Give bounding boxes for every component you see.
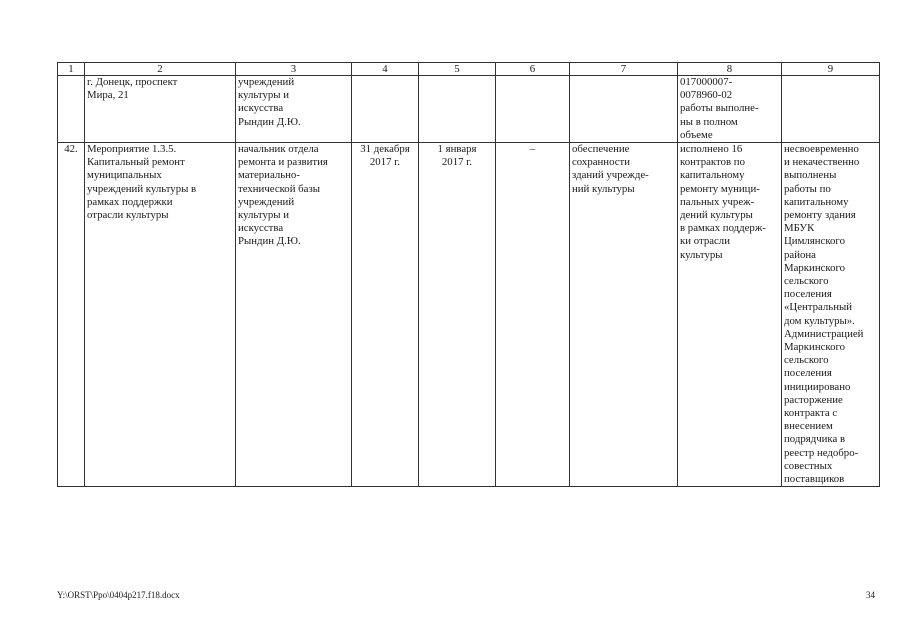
actual-date-cell <box>419 76 496 143</box>
actual-result-cell: исполнено 16 контрактов по капитальному ремонту муници- пальных учреж- дений культуры в рамках поддерж- ки отрасли культуры <box>678 143 782 487</box>
column-6-cell <box>496 76 570 143</box>
event-name-cell: Мероприятие 1.3.5. Капитальный ремонт муниципальных учреждений культуры в рамках поддержки отрасли культуры <box>85 143 236 487</box>
row-number-cell: 42. <box>58 143 85 487</box>
column-6-cell: – <box>496 143 570 487</box>
comment-cell: несвоевременно и некачественно выполнены работы по капитальному ремонту здания МБУК Цимлянского района Маркинского сельского поселения «Центральный дом культуры». Администрацией Маркинского сельского поселения инициировано расторжение контракта с внесением подрядчика в реестр недобро- совестных поставщиков <box>782 143 880 487</box>
expected-result-cell <box>570 76 678 143</box>
actual-date-cell: 1 января 2017 г. <box>419 143 496 487</box>
header-cell: 6 <box>496 63 570 76</box>
event-name-cell: г. Донецк, проспект Мира, 21 <box>85 76 236 143</box>
header-cell: 2 <box>85 63 236 76</box>
header-cell: 5 <box>419 63 496 76</box>
responsible-cell: учреждений культуры и искусства Рындин Д.Ю. <box>236 76 352 143</box>
header-cell: 7 <box>570 63 678 76</box>
document-table <box>57 62 880 487</box>
table-row <box>58 143 880 487</box>
header-cell: 4 <box>352 63 419 76</box>
table-row <box>58 76 880 143</box>
planned-date-cell <box>352 76 419 143</box>
responsible-cell: начальник отдела ремонта и развития материально- технической базы учреждений культуры и искусства Рындин Д.Ю. <box>236 143 352 487</box>
header-cell: 8 <box>678 63 782 76</box>
page-number: 34 <box>866 590 875 600</box>
table-header-row <box>58 63 880 76</box>
expected-result-cell: обеспечение сохранности зданий учрежде- ний культуры <box>570 143 678 487</box>
header-cell: 3 <box>236 63 352 76</box>
header-cell: 1 <box>58 63 85 76</box>
header-cell: 9 <box>782 63 880 76</box>
footer-file-path: Y:\ORST\Ppo\0404p217.f18.docx <box>57 590 180 600</box>
planned-date-cell: 31 декабря 2017 г. <box>352 143 419 487</box>
row-number-cell <box>58 76 85 143</box>
actual-result-cell: 017000007- 0078960-02 работы выполне- ны в полном объеме <box>678 76 782 143</box>
comment-cell <box>782 76 880 143</box>
